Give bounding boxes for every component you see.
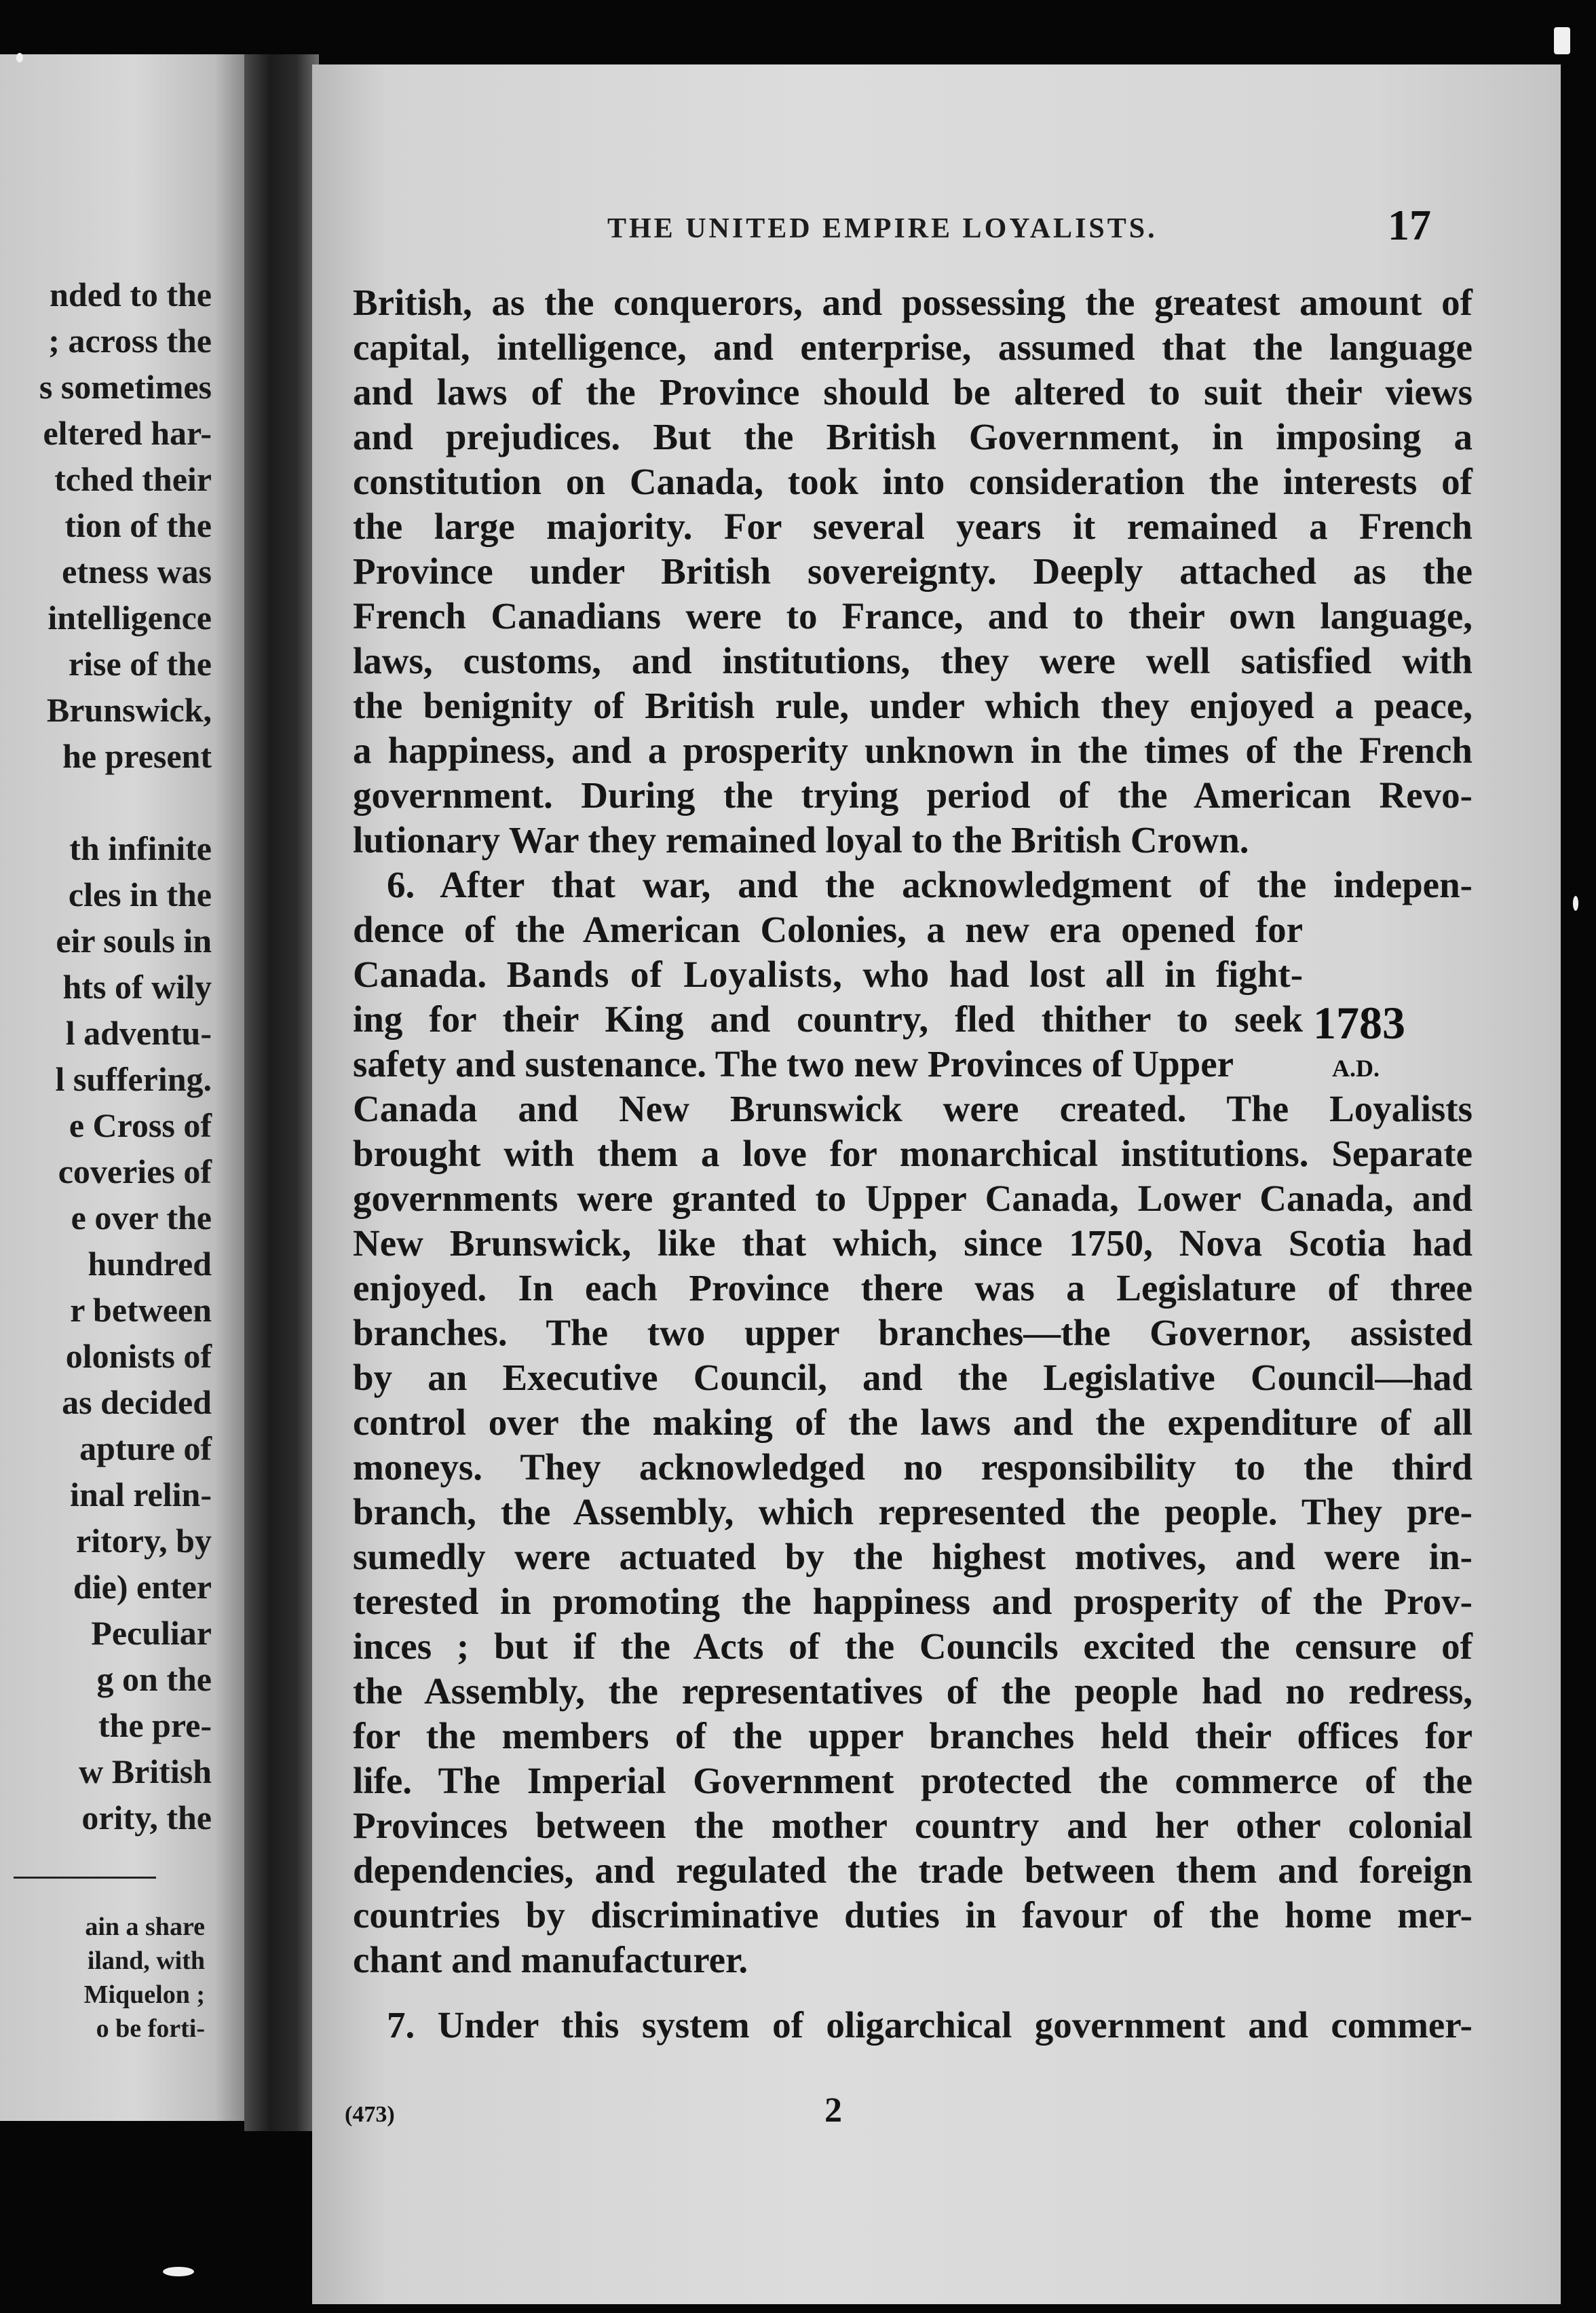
body-line: laws, customs, and institutions, they were well satisfied with <box>353 640 1472 681</box>
left-page-line: ritory, by <box>76 1522 212 1560</box>
body-line: by an Executive Council, and the Legislative Council—had <box>353 1357 1472 1398</box>
left-footnote-line: iland, with <box>87 1947 205 1975</box>
body-line: the large majority. For several years it remained a French <box>353 506 1472 547</box>
body-line: dependencies, and regulated the trade between them and foreign <box>353 1849 1472 1891</box>
left-page-line: Brunswick, <box>46 691 212 729</box>
body-line: chant and manufacturer. <box>353 1939 748 1980</box>
body-line: life. The Imperial Government protected the commerce of the <box>353 1760 1472 1801</box>
left-page-line: inal relin- <box>70 1475 212 1513</box>
left-page-line: e Cross of <box>69 1106 212 1144</box>
body-line: and laws of the Province should be altered to suit their views <box>353 371 1472 413</box>
body-line: Canada and New Brunswick were created. The Loyalists <box>353 1088 1472 1129</box>
page-number: 17 <box>1388 201 1431 249</box>
body-line: British, as the conquerors, and possessing the greatest amount of <box>353 282 1472 323</box>
running-head: THE UNITED EMPIRE LOYALISTS. <box>607 213 1158 244</box>
body-line: countries by discriminative duties in favour of the home mer- <box>353 1894 1472 1936</box>
left-page-line: coveries of <box>58 1152 212 1190</box>
left-footnote-rule <box>14 1877 156 1879</box>
left-page-line: tion of the <box>64 506 212 544</box>
left-footnote-line: Miquelon ; <box>83 1980 205 2009</box>
body-line: a happiness, and a prosperity unknown in the times of the French <box>353 730 1472 771</box>
body-line: safety and sustenance. The two new Provinces of Upper <box>353 1043 1234 1085</box>
body-line-with-emphasis <box>353 952 1303 997</box>
left-page-line: rise of the <box>68 645 212 683</box>
body-line: enjoyed. In each Province there was a Legislature of three <box>353 1267 1472 1309</box>
left-page-line: Peculiar <box>91 1614 212 1652</box>
left-page-line: as decided <box>62 1383 212 1421</box>
body-line: capital, intelligence, and enterprise, assumed that the language <box>353 326 1472 368</box>
body-line: governments were granted to Upper Canada, Lower Canada, and <box>353 1178 1472 1219</box>
body-line: sumedly were actuated by the highest motives, and were in- <box>353 1536 1472 1577</box>
left-page-line: th infinite <box>69 829 212 867</box>
body-line: brought with them a love for monarchical institutions. Separate <box>353 1133 1472 1174</box>
left-page-line: hts of wily <box>62 968 212 1006</box>
body-line: moneys. They acknowledged no responsibility to the third <box>353 1446 1472 1488</box>
body-line: New Brunswick, like that which, since 1750, Nova Scotia had <box>353 1222 1472 1264</box>
left-page-line: die) enter <box>73 1568 212 1606</box>
left-page-line: etness was <box>62 552 212 590</box>
left-footnote-line: o be forti- <box>96 2014 205 2043</box>
right-main-page <box>312 64 1561 2304</box>
left-page-line: olonists of <box>65 1337 212 1375</box>
body-line: ing for their King and country, fled thither to seek <box>353 998 1303 1040</box>
book-gutter-shadow <box>244 54 319 2131</box>
left-page-line: the pre- <box>98 1706 212 1744</box>
body-line: government. During the trying period of the American Revo- <box>353 774 1472 816</box>
scan-speck <box>163 2267 194 2276</box>
body-line: constitution on Canada, took into consideration the interests of <box>353 461 1472 502</box>
left-page-line: eltered har- <box>43 414 212 452</box>
left-page-line: ority, the <box>81 1799 212 1837</box>
loyalists-emphasis: Bands of Loyalists, <box>506 954 843 995</box>
body-line: terested in promoting the happiness and prosperity of the Prov- <box>353 1581 1472 1622</box>
body-line-rest: who had lost all in fight- <box>862 954 1304 995</box>
left-facing-page <box>0 54 244 2121</box>
left-page-line: tched their <box>54 460 212 498</box>
scan-speck <box>1554 27 1570 54</box>
body-line: the Assembly, the representatives of the people had no redress, <box>353 1670 1472 1712</box>
left-page-line: cles in the <box>68 876 212 914</box>
left-page-line: g on the <box>96 1660 212 1698</box>
margin-era: A.D. <box>1332 1055 1380 1082</box>
left-page-line: eir souls in <box>56 922 212 960</box>
left-page-line: l suffering. <box>55 1060 212 1098</box>
body-line: lutionary War they remained loyal to the British Crown. <box>353 819 1249 861</box>
left-footnote-line: ain a share <box>85 1913 205 1941</box>
left-page-line: he present <box>62 737 212 775</box>
body-line: Province under British sovereignty. Deeply attached as the <box>353 550 1472 592</box>
left-page-line: hundred <box>88 1245 212 1283</box>
paragraph-7-start: 7. Under this system of oligarchical government and commer- <box>387 2004 1472 2046</box>
body-line: Provinces between the mother country and her other colonial <box>353 1805 1472 1846</box>
left-page-line: w British <box>79 1752 212 1790</box>
body-line: inces ; but if the Acts of the Councils excited the censure of <box>353 1625 1472 1667</box>
scan-speck <box>16 53 23 62</box>
body-line-word: Canada. <box>353 954 487 995</box>
body-line: branches. The two upper branches—the Governor, assisted <box>353 1312 1472 1353</box>
sheet-code: (473) <box>345 2102 395 2127</box>
signature-mark: 2 <box>824 2091 842 2130</box>
left-page-line: r between <box>70 1291 212 1329</box>
left-page-line: l adventu- <box>65 1014 212 1052</box>
body-line: branch, the Assembly, which represented the people. They pre- <box>353 1491 1472 1532</box>
scan-speck <box>1573 896 1578 911</box>
margin-year: 1783 <box>1313 997 1405 1049</box>
left-page-line: ; across the <box>48 322 212 360</box>
left-page-line: nded to the <box>50 276 212 314</box>
left-page-line: apture of <box>79 1429 212 1467</box>
body-line: dence of the American Colonies, a new era opened for <box>353 909 1303 950</box>
left-page-line: s sometimes <box>39 368 212 406</box>
left-page-line: intelligence <box>48 599 212 637</box>
body-line: the benignity of British rule, under which they enjoyed a peace, <box>353 685 1472 726</box>
body-line: French Canadians were to France, and to their own language, <box>353 595 1472 637</box>
left-page-line: e over the <box>71 1199 212 1237</box>
body-line: and prejudices. But the British Government, in imposing a <box>353 416 1472 457</box>
body-line: for the members of the upper branches held their offices for <box>353 1715 1472 1756</box>
body-line: control over the making of the laws and the expenditure of all <box>353 1402 1472 1443</box>
paragraph-6-start: 6. After that war, and the acknowledgment of the indepen- <box>387 864 1472 905</box>
